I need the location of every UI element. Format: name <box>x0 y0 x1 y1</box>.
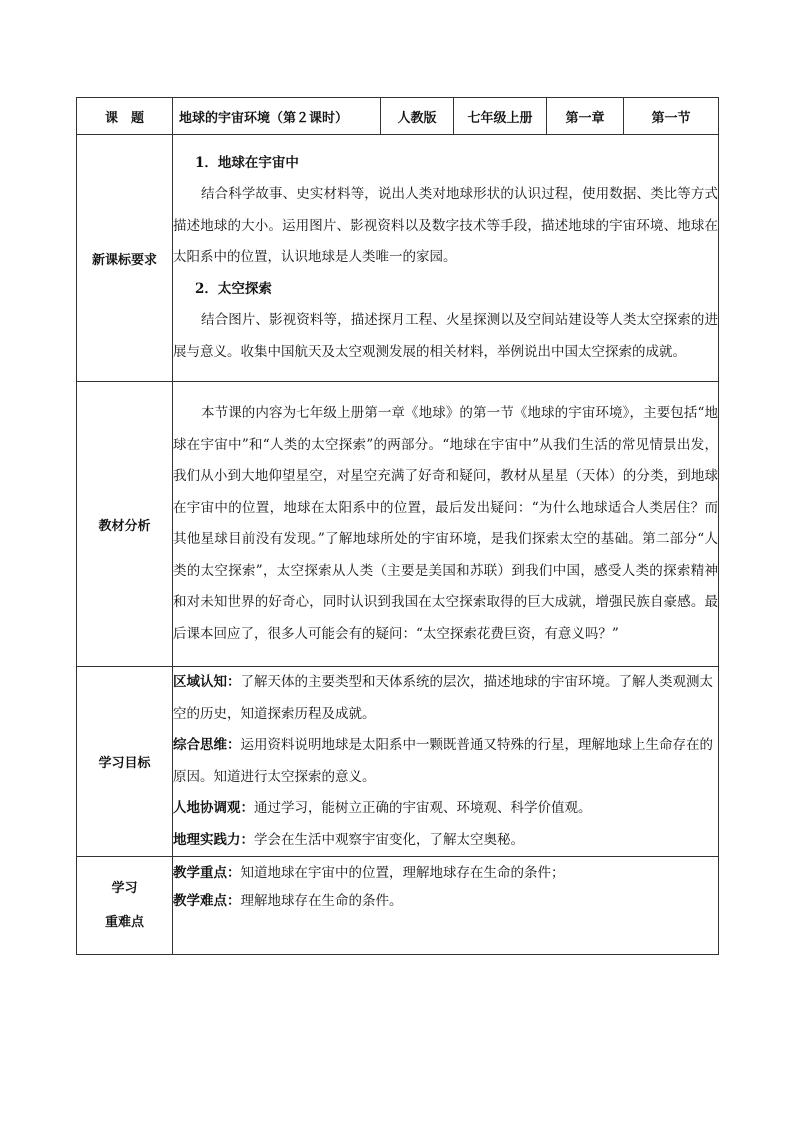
objective-item <box>173 730 718 793</box>
analysis-content <box>173 382 719 667</box>
curriculum-content <box>173 135 719 382</box>
chapter: 第一章 <box>547 98 624 135</box>
objective-item <box>173 667 718 730</box>
keypoint-key: 教学难点： <box>173 893 241 909</box>
objective-key: 地理实践力： <box>173 831 254 848</box>
analysis-text: 本节课的内容为七年级上册第一章《地球》的第一节《地球的宇宙环境》，主要包括“地球在宇宙中”和“人类的太空探索”的两部分。“地球在宇宙中”从我们生活的常见情景出发，我们从小到大地仰望星空，对星空充满了好奇和疑问，教材从星星（天体）的分类，到地球在宇宙中的位置，地球在太阳系中的位置，最后发出疑问：“为什么地球适合人类居住？而其他星球目前没有发现。”了解地球所处的宇宙环境，是我们探索太空的基础。第二部分“人类的太空探索”，太空探索从人类（主要是美国和苏联）到我们中国，感受人类的探索精神和对未知世界的好奇心，同时认识到我国在太空探索取得的巨大成就，增强民族自豪感。最后课本回应了，很多人可能会有的疑问：“太空探索花费巨资，有意义吗？” <box>173 405 718 642</box>
keypoint-value: 理解地球存在生命的条件。 <box>240 893 403 909</box>
analysis-label: 教材分析 <box>77 382 173 667</box>
objective-value: 通过学习，能树立正确的宇宙观、环境观、科学价值观。 <box>254 800 592 816</box>
keypoints-label-line1: 学习 <box>111 880 138 896</box>
keypoint-value: 知道地球在宇宙中的位置，理解地球存在生命的条件； <box>240 865 565 881</box>
keypoints-label-line2: 重难点 <box>104 914 144 930</box>
objectives-content <box>173 667 719 857</box>
keypoints-row <box>77 857 719 955</box>
keypoints-label <box>77 857 173 955</box>
curriculum-item1-title: 1．地球在宇宙中 <box>195 154 299 171</box>
objective-item <box>173 825 718 857</box>
objective-key: 综合思维： <box>173 737 241 753</box>
grade: 七年级上册 <box>454 98 547 135</box>
lesson-plan-table <box>76 97 719 955</box>
objective-value: 了解天体的主要类型和天体系统的层次，描述地球的宇宙环境。了解人类观测太空的历史，知道探索历程及成就。 <box>173 674 713 722</box>
analysis-row <box>77 382 719 667</box>
keypoint-key: 教学重点： <box>173 865 241 881</box>
keypoint-item <box>173 859 718 887</box>
objective-key: 人地协调观： <box>173 800 254 816</box>
objectives-row <box>77 667 719 857</box>
topic-label: 课 题 <box>77 98 173 135</box>
header-row <box>77 98 719 135</box>
section: 第一节 <box>624 98 719 135</box>
objectives-label: 学习目标 <box>77 667 173 857</box>
publisher: 人教版 <box>381 98 454 135</box>
curriculum-row <box>77 135 719 382</box>
curriculum-item2-text: 结合图片、影视资料等，描述探月工程、火星探测以及空间站建设等人类太空探索的进展与意义。收集中国航天及太空观测发展的相关材料，举例说出中国太空探索的成就。 <box>173 312 718 360</box>
curriculum-item1-text: 结合科学故事、史实材料等，说出人类对地球形状的认识过程，使用数据、类比等方式描述地球的大小。运用图片、影视资料以及数字技术等手段，描述地球的宇宙环境、地球在太阳系中的位置，认识地球是人类唯一的家园。 <box>173 186 718 266</box>
lesson-title: 地球的宇宙环境（第２课时） <box>173 98 381 135</box>
keypoints-content <box>173 857 719 955</box>
curriculum-label: 新课标要求 <box>77 135 173 382</box>
objective-value: 运用资料说明地球是太阳系中一颗既普通又特殊的行星，理解地球上生命存在的原因。知道进行太空探索的意义。 <box>173 737 713 785</box>
objective-item <box>173 793 718 825</box>
curriculum-item2-title: 2．太空探索 <box>195 280 272 297</box>
keypoint-item <box>173 887 718 915</box>
objective-value: 学会在生活中观察宇宙变化，了解太空奥秘。 <box>254 831 524 848</box>
objective-key: 区域认知： <box>173 674 241 690</box>
